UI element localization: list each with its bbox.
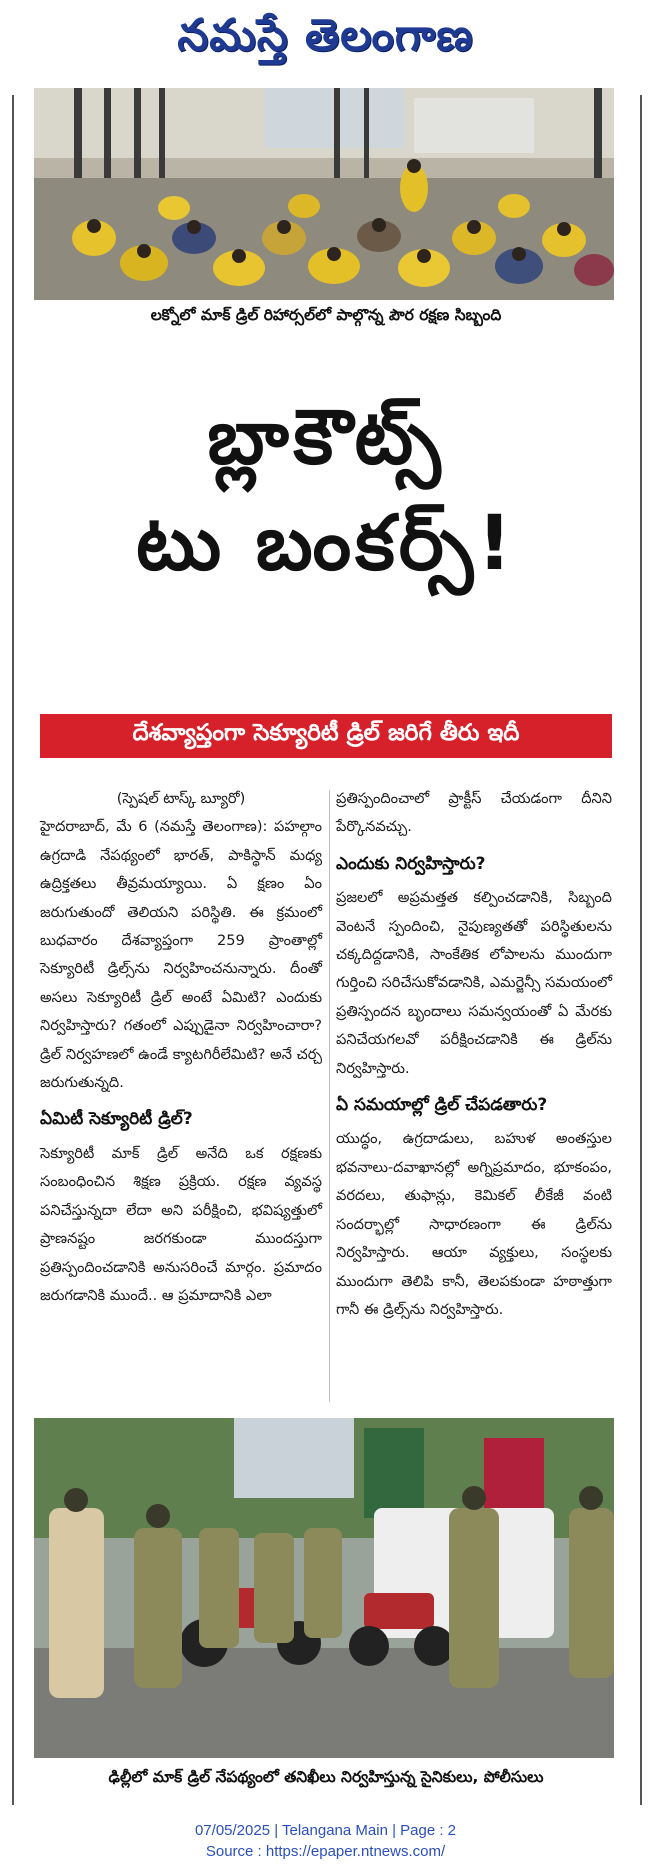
article-column-left (40, 785, 322, 1310)
top-photo-caption: లక్నోలో మాక్ డ్రిల్ రిహార్సల్‌లో పాల్గొన్న పౌర రక్షణ సిబ్బంది (150, 306, 502, 324)
top-photo-illustration (34, 88, 614, 300)
subheadline-text: దేశవ్యాప్తంగా సెక్యూరిటీ డ్రిల్ జరిగే తీరు ఇదీ (132, 720, 520, 746)
masthead (0, 0, 651, 82)
column-divider (329, 790, 330, 1402)
footer-source: Source : https://epaper.ntnews.com/ (205, 1843, 446, 1860)
bottom-photo-caption: ఢిల్లీలో మాక్ డ్రిల్ నేపథ్యంలో తనిఖీలు నిర్వహిస్తున్న సైనికులు, పోలీసులు (108, 1768, 544, 1786)
section-heading-when: ఏ సమయాల్లో డ్రిల్ చేపడతారు? (336, 1095, 548, 1116)
section-body-when: యుద్ధం, ఉగ్రదాడులు, బహుళ అంతస్తుల భవనాలు-దవాఖానల్లో అగ్నిప్రమాదం, భూకంపం, వరదలు, తుఫాన్లు, కెమికల్ లీకేజీ వంటి సందర్భాల్లో సాధారణంగా ఈ డ్రిల్‌ను నిర్వహిస్తారు. ఆయా వ్యక్తులు, సంస్థలకు ముందుగా తెలిపి కానీ, తెలపకుండా హఠాత్తుగా గానీ ఈ డ్రిల్స్‌ను నిర్వహిస్తారు. (336, 1130, 612, 1318)
article-intro: హైదరాబాద్, మే 6 (నమస్తే తెలంగాణ): పహల్గాం ఉగ్రదాడి నేపథ్యంలో భారత్, పాకిస్థాన్ మధ్య ఉద్రిక్తతలు తీవ్రమయ్యాయి. ఏ క్షణం ఏం జరుగుతుందో తెలియని పరిస్థితి. ఈ క్రమంలో బుధవారం దేశవ్యాప్తంగా 259 ప్రాంతాల్లో సెక్యూరిటీ డ్రిల్స్‌ను నిర్వహించనున్నారు. దీంతో అసలు సెక్యూరిటీ డ్రిల్ అంటే ఏమిటి? ఎందుకు నిర్వహిస్తారు? గతంలో ఎప్పుడైనా నిర్వహించారా? డ్రిల్ నిర్వహణలో ఉండే క్యాటగిరీలేమిటి? అనే చర్చ జరుగుతున్నది. (40, 818, 322, 1092)
bottom-photo-illustration (34, 1418, 614, 1758)
headline-line-2: టు బంకర్స్! (136, 498, 516, 587)
article-bureau: (స్పెషల్ టాస్క్ బ్యూరో) (116, 790, 246, 807)
subheadline-banner (40, 714, 612, 758)
section-heading-what: ఏమిటీ సెక్యూరిటీ డ్రిల్? (40, 1109, 193, 1130)
footer-edition: 07/05/2025 | Telangana Main | Page : 2 (194, 1822, 457, 1839)
masthead-title: నమస్తే తెలంగాణ (177, 10, 474, 61)
article-column-right (336, 785, 612, 1324)
headline-line-1: బ్లాకౌట్స్ (207, 392, 445, 481)
section-body-what: సెక్యూరిటీ మాక్ డ్రిల్ అనేది ఒక రక్షణకు సంబంధించిన శిక్షణ ప్రక్రియ. రక్షణ వ్యవస్థ పనిచేస్తున్నదా లేదా అని పరీక్షించి, భవిష్యత్తులో ప్రాణనష్టం జరగకుండా ముందస్తుగా ప్రతిస్పందించడానికి అనుసరించే మార్గం. ప్రమాదం జరుగడానికి ముందే.. ఆ ప్రమాదానికి ఎలా (40, 1144, 322, 1304)
top-photo (34, 88, 614, 300)
section-body-what-continued: ప్రతిస్పందించాలో ప్రాక్టీస్ చేయడంగా దీనిని పేర్కొనవచ్చు. (336, 790, 612, 836)
bottom-photo (34, 1418, 614, 1758)
section-body-why: ప్రజలలో అప్రమత్తత కల్పించడానికి, సిబ్బంది వెంటనే స్పందించి, నైపుణ్యతతో పరిస్థితులను చక్కదిద్దడానికి, సాంకేతిక లోపాలను ముందుగా గుర్తించి సరిచేసుకోవడానికి, ఎమర్జెన్సీ సమయంలో ప్రతిస్పందన బృందాలు సమన్వయంతో ఏ మేరకు పనిచేయగలవో పరీక్షించడానికి ఈ డ్రిల్‌ను నిర్వహిస్తారు. (336, 889, 612, 1077)
section-heading-why: ఎందుకు నిర్వహిస్తారు? (336, 853, 486, 874)
